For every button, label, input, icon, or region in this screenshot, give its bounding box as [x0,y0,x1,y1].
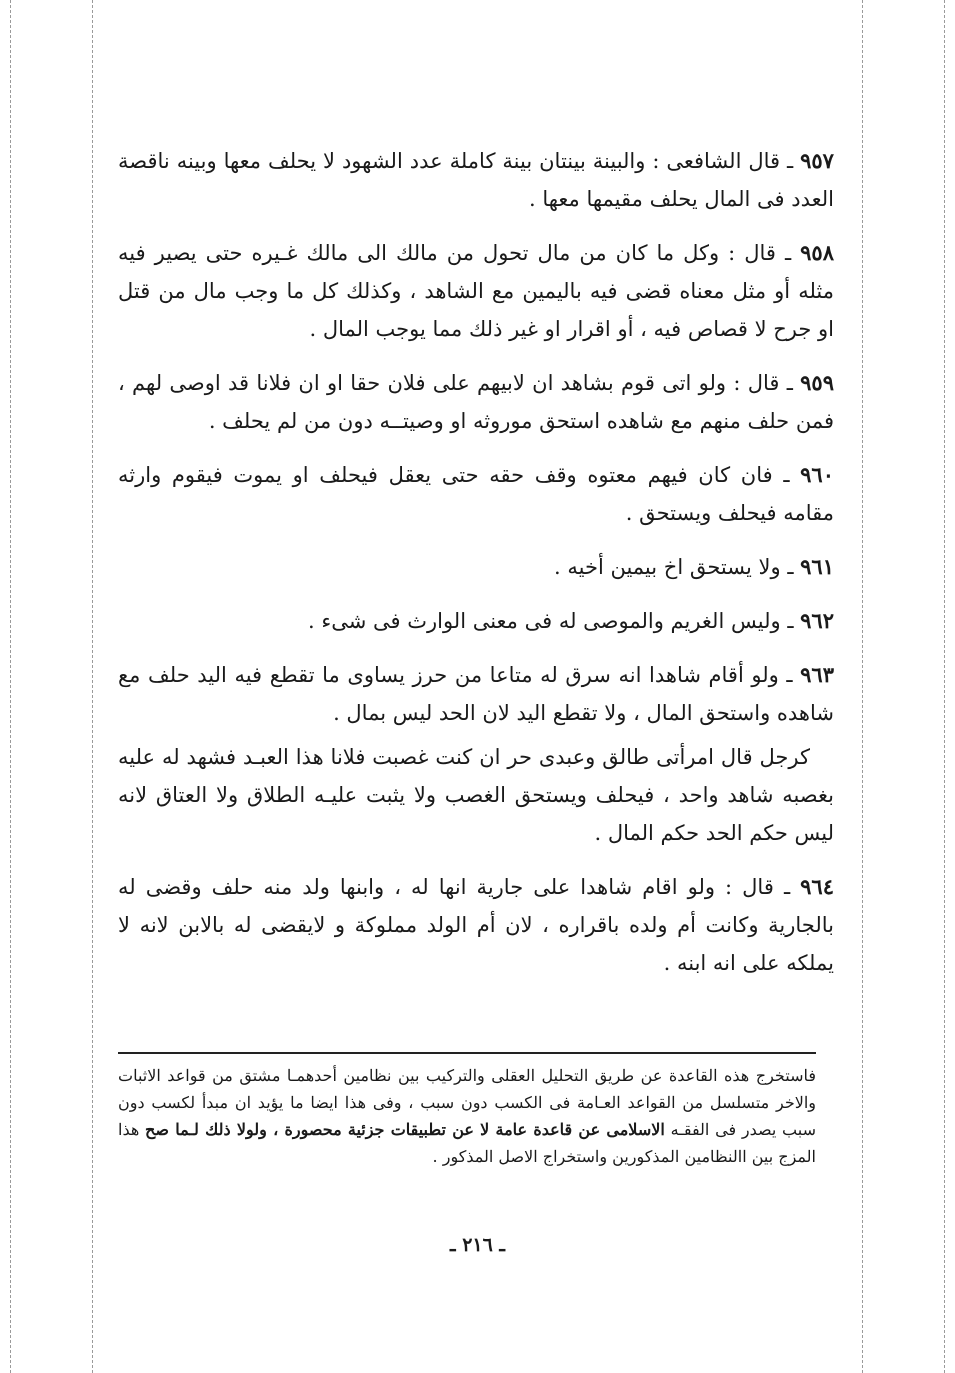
paragraph-text: قال : وكل ما كان من مال تحول من مالك الى مالك غـيره حتى يصير فيه مثله أو مثل معناه قضى فيه باليمين مع الشاهد ، وكذلك كل ما وجب مال من قتل او جرح لا قصاص فيه ، أو اقرار او غير ذلك مما يوجب المال . [118,241,834,341]
paragraph-957 [118,142,834,218]
paragraph-number: ٩٦١ [800,554,834,579]
paragraph-number: ٩٥٧ [800,148,834,173]
footnote-text: فاستخرج هذه القاعدة عن طريق التحليل العقلى والتركيب بين نظامين أحدهمـا مشتق من قواعد الاثبات والاخر متسلسل من القواعد العـامة فى الكسب دون سبب ، وفى هذا ايضا ما يؤيد ان مبدأ لكسب دون سبب يصدر فى الفقـه [118,1066,817,1139]
margin-guide-left-outer [10,0,11,1373]
paragraph-964 [118,868,834,982]
paragraph-number: ٩٦٤ [800,874,834,899]
paragraph-number: ٩٥٨ [800,240,834,265]
footnote-text-end: هذا المزج بين االنظامين المذكورين واستخراج الاصل المذكور . [118,1120,816,1166]
dash: ـ [783,875,791,899]
paragraph-text: كرجل قال امرأتى طالق وعبدى حر ان كنت غصبت فلانا هذا العبـد فشهد له عليه بغصبه شاهد واحد ، فيحلف ويستحق الغصب ولا يثبت عليـه الطلاق ولا العتاق لانه ليس حكم الحد حكم المال . [118,745,834,845]
paragraph-text: فان كان فيهم معتوه وقف حقه حتى يعقل فيحلف او يموت فيقوم وارثه مقامه فيحلف ويستحق . [118,463,834,525]
dash: ـ [787,555,794,579]
dash: ـ [783,463,790,487]
dash: ـ [787,609,794,633]
page-number: ـ ٢١٦ ـ [450,1234,505,1256]
paragraph-text: قال الشافعى : والبينة بينتان بينة كاملة عدد الشهود لا يحلف معها وبينه ناقصة العدد فى المال يحلف مقيمها معها . [118,149,834,211]
margin-guide-right-outer [944,0,945,1373]
paragraph-963-continued [118,738,834,852]
paragraph-958 [118,234,834,348]
paragraph-text: ولو أقام شاهدا انه سرق له متاعا من حرز يساوى ما تقطع فيه اليد حلف مع شاهده واستحق المال ، ولا تقطع اليد لان الحد ليس بمال . [118,663,834,725]
dash: ـ [784,241,792,265]
paragraph-number: ٩٦٢ [800,608,834,633]
paragraph-961 [118,548,834,586]
paragraph-text: قال : ولو اتى قوم بشاهد ان لابيهم على فلان حقا او ان فلانا قد اوصى لهم ، فمن حلف منهم مع شاهده استحق موروثه او وصيتــه دون من لم يحلف . [118,371,834,433]
paragraph-text: ولا يستحق اخ بيمين أخيه . [554,555,781,579]
margin-guide-left-inner [92,0,93,1373]
paragraph-963 [118,656,834,732]
dash: ـ [786,371,793,395]
paragraph-number: ٩٦٠ [800,462,834,487]
dash: ـ [786,663,793,687]
paragraph-959 [118,364,834,440]
footnote [118,1062,816,1170]
paragraph-number: ٩٦٣ [800,662,834,687]
paragraph-962 [118,602,834,640]
paragraph-text: وليس الغريم والموصى له فى معنى الوارث فى شىء . [307,609,781,633]
dash: ـ [787,149,794,173]
footnote-divider [118,1052,816,1054]
margin-guide-right-inner [862,0,863,1373]
paragraph-text: قال : ولو اقام شاهدا على جارية انها له ، وابنها ولد منه حلف وقضى له بالجارية وكانت أم ولده باقراره ، لان أم الولد مملوكة و لايقضى له بالابن لانه لا يملكه على انه ابنه . [118,875,834,975]
main-text [118,142,834,998]
paragraph-960 [118,456,834,532]
footnote-bold-text: الاسلامى عن قاعدة عامة لا عن تطبيقات جزئية محصورة ، ولولا ذلك لـما صح [145,1120,665,1139]
paragraph-number: ٩٥٩ [800,370,834,395]
